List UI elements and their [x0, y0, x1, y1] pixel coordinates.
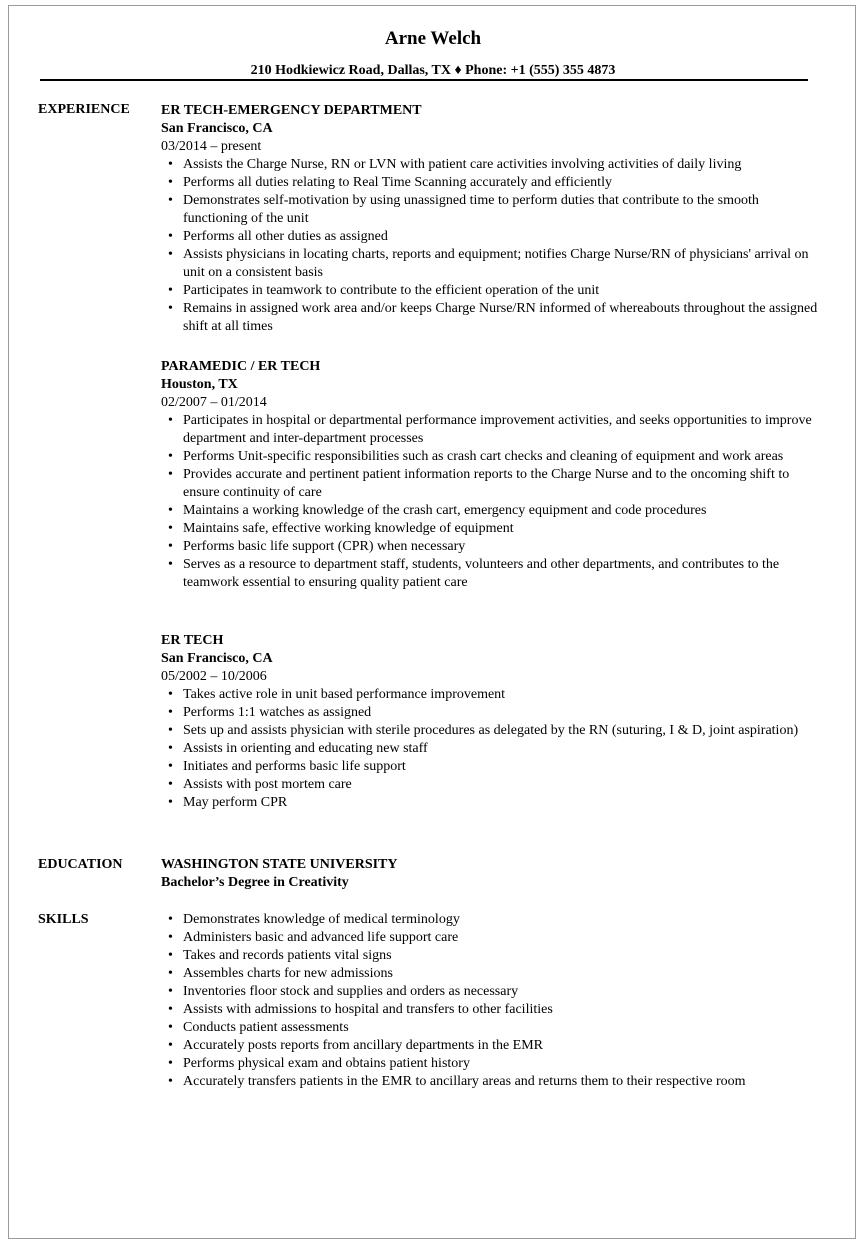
job-entry — [161, 632, 821, 812]
list-item: • Performs 1:1 watches as assigned — [161, 704, 821, 722]
school-name: WASHINGTON STATE UNIVERSITY — [161, 857, 398, 872]
section-title-education: EDUCATION — [38, 857, 123, 872]
list-item: • Maintains a working knowledge of the crash cart, emergency equipment and code procedures — [161, 502, 821, 520]
list-item: • Accurately transfers patients in the EMR to ancillary areas and returns them to their respective room — [161, 1073, 821, 1091]
list-item: • Initiates and performs basic life support — [161, 758, 821, 776]
job-title: PARAMEDIC / ER TECH — [161, 359, 321, 374]
list-item: • Performs physical exam and obtains patient history — [161, 1055, 821, 1073]
list-item: • Performs all duties relating to Real Time Scanning accurately and efficiently — [161, 174, 821, 192]
list-item: • Assists in orienting and educating new staff — [161, 740, 821, 758]
job-bullets — [161, 156, 821, 336]
list-item: • Participates in hospital or departmental performance improvement activities, and seeks opportunities to improve department and inter-department processes — [161, 412, 821, 448]
list-item: • Takes and records patients vital signs — [161, 947, 821, 965]
list-item: • May perform CPR — [161, 794, 821, 812]
list-item: • Provides accurate and pertinent patient information reports to the Charge Nurse and to the oncoming shift to ensure continuity of care — [161, 466, 821, 502]
education-entry — [161, 856, 821, 892]
job-dates: 02/2007 – 01/2014 — [161, 395, 267, 410]
list-item: • Accurately posts reports from ancillary departments in the EMR — [161, 1037, 821, 1055]
contact-line: 210 Hodkiewicz Road, Dallas, TX ♦ Phone: +1 (555) 355 4873 — [250, 63, 616, 78]
skills-list — [161, 911, 821, 1091]
list-item: • Serves as a resource to department staff, students, volunteers and other departments, and contributes to the teamwork essential to ensuring quality patient care — [161, 556, 821, 592]
list-item: • Demonstrates self-motivation by using unassigned time to perform duties that contribute to the smooth functioning of the unit — [161, 192, 821, 228]
list-item: • Takes active role in unit based performance improvement — [161, 686, 821, 704]
job-entry — [161, 358, 821, 592]
list-item: • Demonstrates knowledge of medical terminology — [161, 911, 821, 929]
list-item: • Assists with admissions to hospital and transfers to other facilities — [161, 1001, 821, 1019]
job-bullets — [161, 412, 821, 592]
list-item: • Maintains safe, effective working knowledge of equipment — [161, 520, 821, 538]
candidate-name: Arne Welch — [384, 28, 482, 49]
skills-entry — [161, 911, 821, 1091]
list-item: • Participates in teamwork to contribute to the efficient operation of the unit — [161, 282, 821, 300]
job-location: Houston, TX — [161, 377, 238, 392]
job-bullets — [161, 686, 821, 812]
list-item: • Inventories floor stock and supplies and orders as necessary — [161, 983, 821, 1001]
degree: Bachelor’s Degree in Creativity — [161, 875, 349, 890]
list-item: • Performs basic life support (CPR) when necessary — [161, 538, 821, 556]
job-entry — [161, 102, 821, 336]
header-divider — [40, 79, 808, 81]
job-location: San Francisco, CA — [161, 121, 273, 136]
list-item: • Performs all other duties as assigned — [161, 228, 821, 246]
list-item: • Assists with post mortem care — [161, 776, 821, 794]
job-dates: 05/2002 – 10/2006 — [161, 669, 267, 684]
list-item: • Remains in assigned work area and/or keeps Charge Nurse/RN informed of whereabouts throughout the assigned shift at all times — [161, 300, 821, 336]
job-location: San Francisco, CA — [161, 651, 273, 666]
section-title-experience: EXPERIENCE — [38, 102, 130, 117]
list-item: • Assists the Charge Nurse, RN or LVN with patient care activities involving activities of daily living — [161, 156, 821, 174]
list-item: • Conducts patient assessments — [161, 1019, 821, 1037]
job-dates: 03/2014 – present — [161, 139, 262, 154]
list-item: • Sets up and assists physician with sterile procedures as delegated by the RN (suturing, I & D, joint aspiration) — [161, 722, 821, 740]
list-item: • Assists physicians in locating charts, reports and equipment; notifies Charge Nurse/RN of physicians' arrival on unit on a consistent basis — [161, 246, 821, 282]
job-title: ER TECH-EMERGENCY DEPARTMENT — [161, 103, 422, 118]
list-item: • Assembles charts for new admissions — [161, 965, 821, 983]
list-item: • Administers basic and advanced life support care — [161, 929, 821, 947]
list-item: • Performs Unit-specific responsibilities such as crash cart checks and cleaning of equipment and work areas — [161, 448, 821, 466]
section-title-skills: SKILLS — [38, 912, 89, 927]
job-title: ER TECH — [161, 633, 224, 648]
